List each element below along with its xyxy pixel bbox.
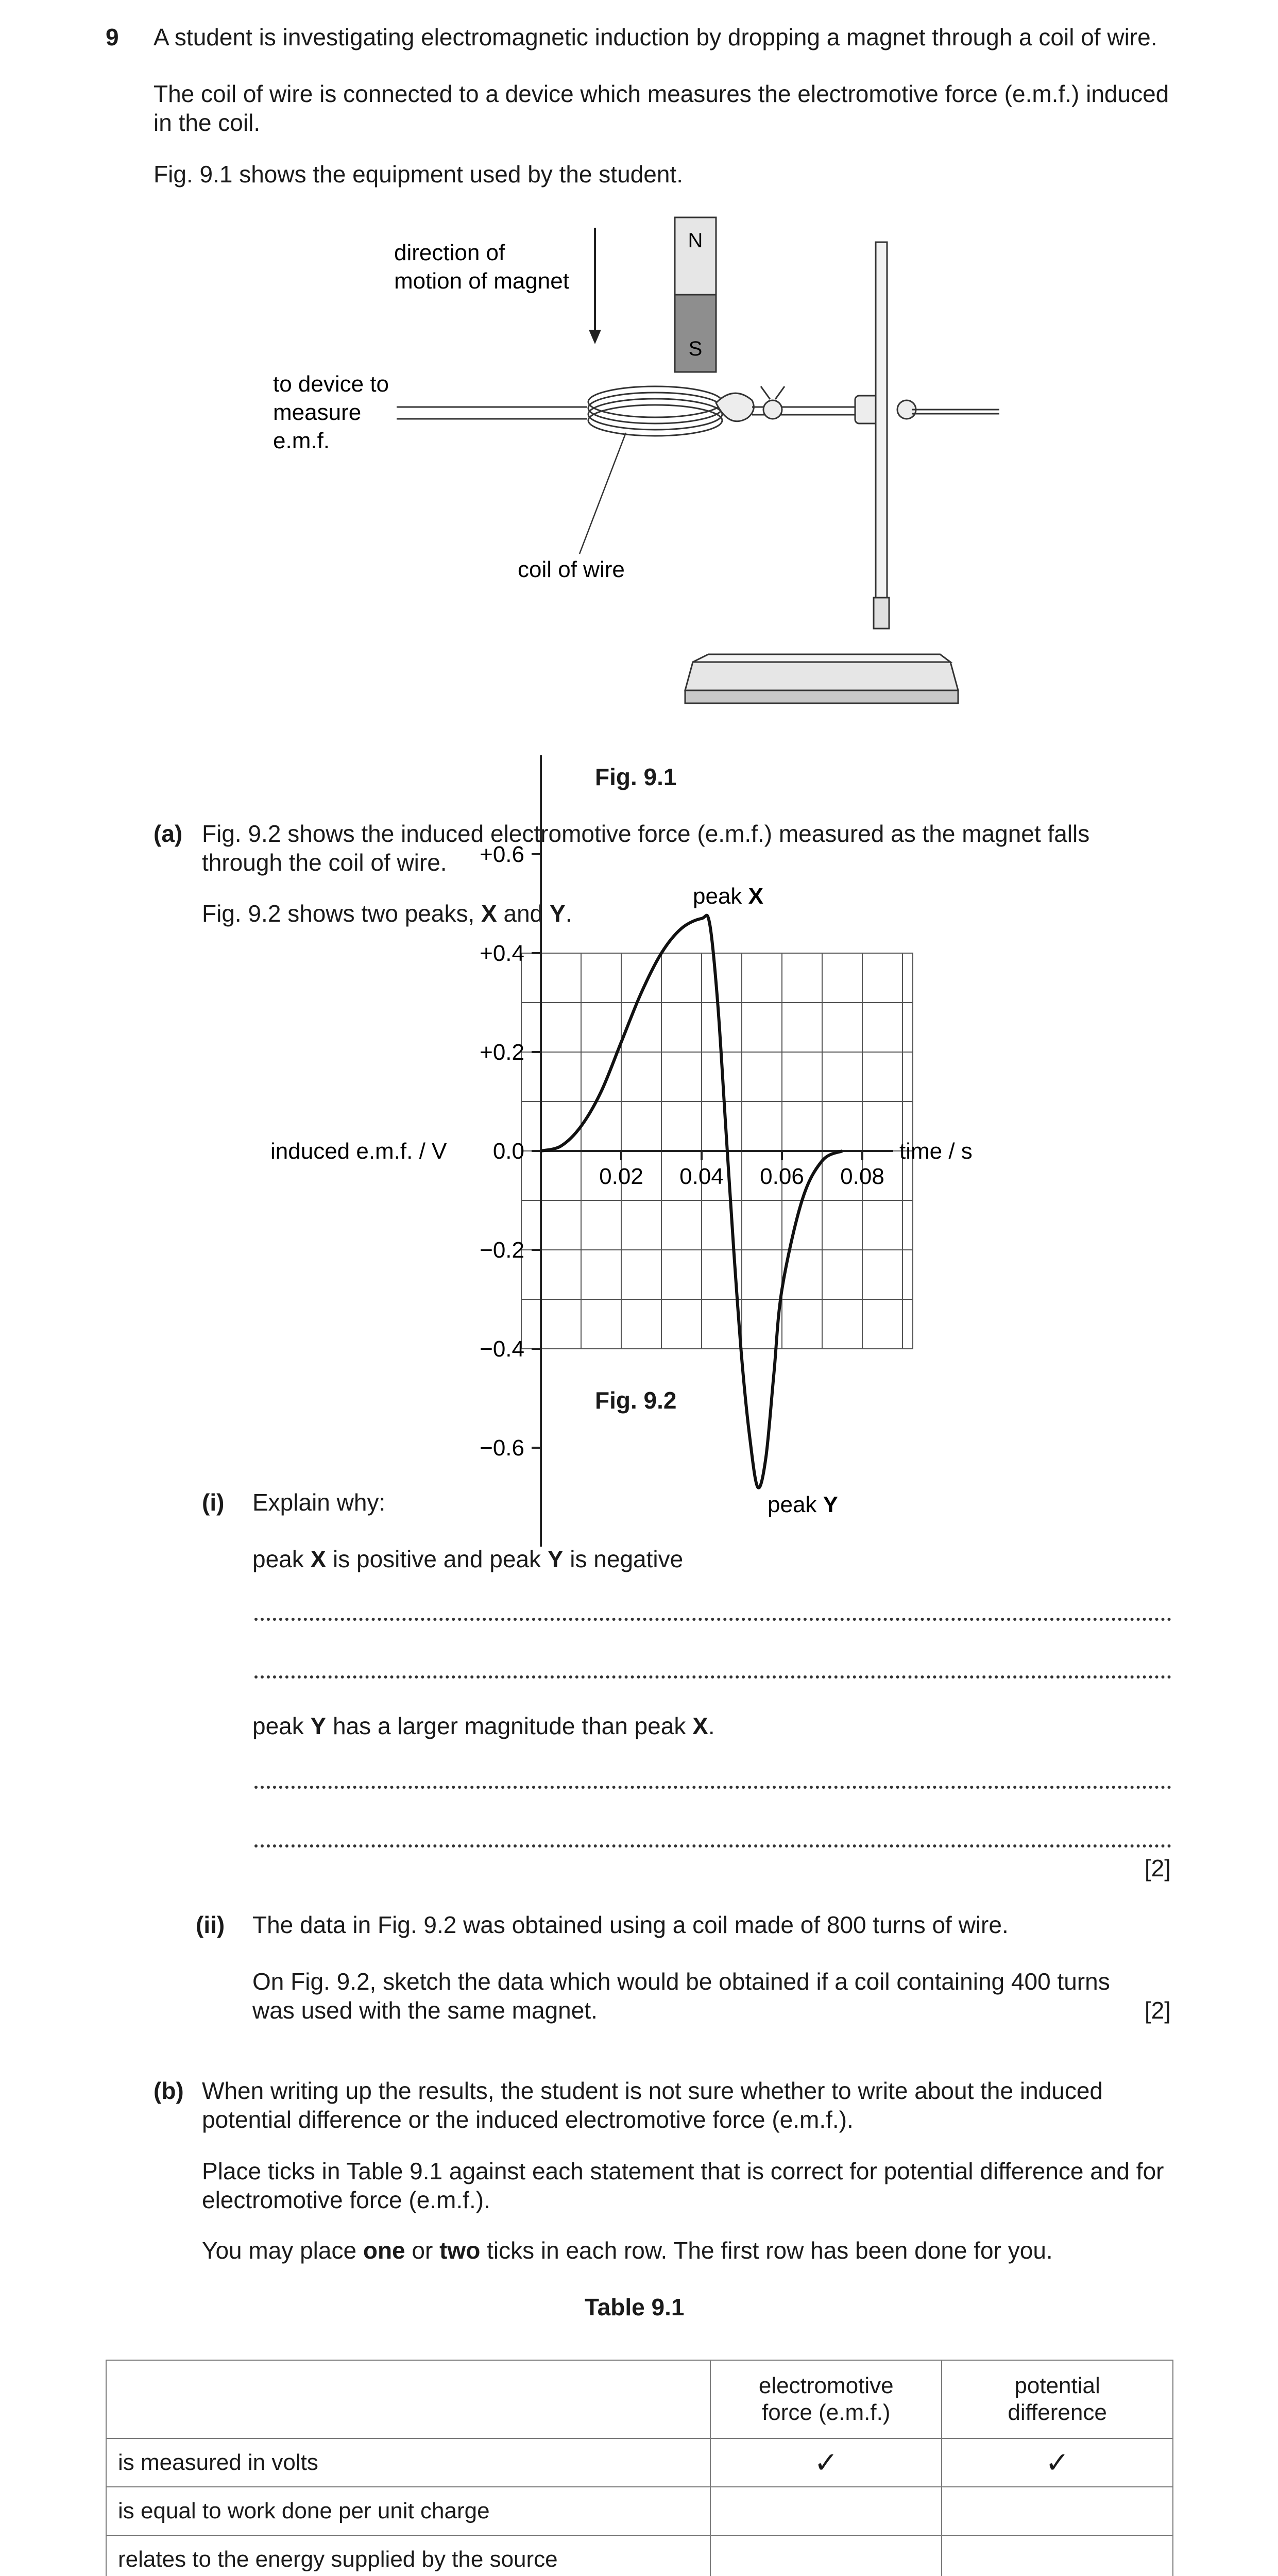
peak-x-annotation: peak X (693, 884, 763, 909)
magnet-n-label: N (688, 229, 703, 252)
question-intro-3: Fig. 9.1 shows the equipment used by the student. (154, 161, 683, 188)
part-a-i-marks: [2] (1144, 1855, 1171, 1882)
chart-x-label: time / s (899, 1139, 973, 1164)
device-label: to device to measure e.m.f. (273, 371, 389, 453)
x-tick-label: 0.06 (760, 1164, 804, 1189)
part-b-text-2: Place ticks in Table 9.1 against each statement that is correct for potential difference and for electromotive force (e.m.f.). (202, 2158, 1164, 2213)
row-pd-cell[interactable] (942, 2487, 1173, 2535)
part-a-i-text: Explain why: (252, 1489, 386, 1516)
coil-of-wire (588, 386, 722, 436)
row-emf-tick: ✓ (710, 2438, 942, 2487)
magnet-s-label: S (688, 337, 703, 360)
y-tick-label: +0.6 (480, 842, 524, 867)
row-pd-cell[interactable] (942, 2535, 1173, 2576)
row-emf-cell[interactable] (710, 2535, 942, 2576)
peak-y-annotation: peak Y (768, 1492, 838, 1517)
y-tick-label: +0.2 (480, 1040, 524, 1065)
row-statement: relates to the energy supplied by the source (106, 2535, 710, 2576)
part-a-ii-marks: [2] (1144, 1997, 1171, 2024)
question-number: 9 (106, 24, 119, 50)
y-tick-label: −0.4 (480, 1336, 524, 1362)
chart-y-label: induced e.m.f. / V (270, 1139, 447, 1164)
chart-y-ticks (480, 842, 541, 1461)
answer-line[interactable] (254, 1675, 1171, 1679)
table-header-blank (106, 2360, 710, 2438)
row-statement: is measured in volts (106, 2438, 710, 2487)
x-tick-label: 0.08 (840, 1164, 884, 1189)
fig-9-2-caption: Fig. 9.2 (595, 1387, 677, 1414)
table-9-1 (106, 2360, 1173, 2576)
fig-9-1-caption: Fig. 9.1 (595, 764, 677, 790)
table-header-emf: electromotive force (e.m.f.) (710, 2360, 942, 2438)
part-a-i-label: (i) (202, 1489, 225, 1516)
part-a-text-1: Fig. 9.2 shows the induced electromotive force (e.m.f.) measured as the magnet falls through the coil of wire. (202, 820, 1090, 876)
part-a-i-statement-1: peak X is positive and peak Y is negative (252, 1546, 684, 1572)
coil-pointer-line (580, 433, 626, 554)
question-intro-2: The coil of wire is connected to a device which measures the electromotive force (e.m.f.) induced in the coil. (154, 80, 1169, 136)
table-9-1-title: Table 9.1 (585, 2294, 685, 2320)
answer-line[interactable] (254, 1786, 1171, 1789)
part-a-text-2: Fig. 9.2 shows two peaks, X and Y. (202, 900, 572, 927)
chart-series-line (541, 916, 842, 1488)
stand-rod (876, 242, 887, 623)
part-a-i-statement-2: peak Y has a larger magnitude than peak X. (252, 1713, 715, 1739)
direction-arrow-head (589, 330, 601, 344)
y-tick-label: 0.0 (492, 1139, 524, 1164)
fig-9-1-apparatus (0, 206, 1278, 747)
y-tick-label: +0.4 (480, 941, 524, 966)
y-tick-label: −0.2 (480, 1238, 524, 1263)
coil-label: coil of wire (518, 557, 625, 582)
part-a-ii-label: (ii) (196, 1911, 225, 1938)
part-a-ii-text-2: On Fig. 9.2, sketch the data which would be obtained if a coil containing 400 turns was used with the same magnet. (252, 1968, 1110, 2024)
part-b-text-3: You may place one or two ticks in each row. The first row has been done for you. (202, 2237, 1053, 2264)
question-intro-1: A student is investigating electromagnetic induction by dropping a magnet through a coil of wire. (154, 24, 1157, 50)
part-b-letter: (b) (154, 2077, 184, 2104)
row-statement: is equal to work done per unit charge (106, 2487, 710, 2535)
table-row (106, 2535, 1173, 2576)
table-row (106, 2487, 1173, 2535)
part-a-ii-text-1: The data in Fig. 9.2 was obtained using a coil made of 800 turns of wire. (252, 1911, 1009, 1938)
table-header-pd: potential difference (942, 2360, 1173, 2438)
y-tick-label: −0.6 (480, 1435, 524, 1461)
answer-line[interactable] (254, 1618, 1171, 1621)
x-tick-label: 0.04 (679, 1164, 724, 1189)
clamp (716, 386, 999, 423)
part-a-letter: (a) (154, 820, 183, 847)
row-emf-cell[interactable] (710, 2487, 942, 2535)
stand-base (685, 654, 958, 703)
row-pd-tick: ✓ (942, 2438, 1173, 2487)
answer-line[interactable] (254, 1844, 1171, 1848)
table-row (106, 2438, 1173, 2487)
x-tick-label: 0.02 (599, 1164, 643, 1189)
direction-label: direction of motion of magnet (394, 240, 569, 294)
magnet-south-half (675, 295, 716, 372)
part-b-text-1: When writing up the results, the student is not sure whether to write about the induced potential difference or the induced electromotive force (e.m.f.). (202, 2077, 1103, 2133)
